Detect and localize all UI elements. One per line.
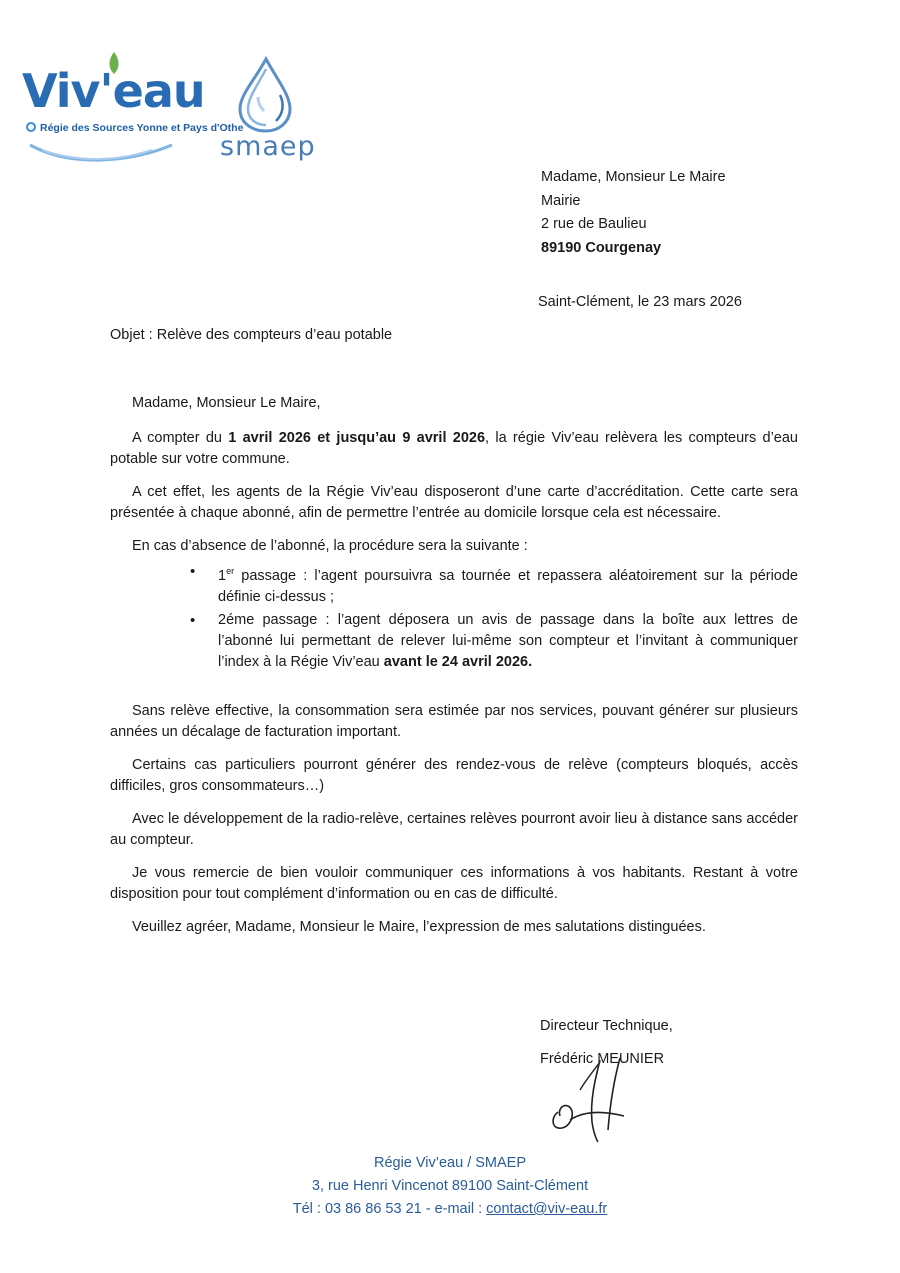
signer-title: Directeur Technique,: [540, 1018, 673, 1034]
paragraph-6: Avec le développement de la radio-relève, certaines relèves pourront avoir lieu à distance sans accéder au compteur.: [110, 810, 798, 848]
paragraph-3: En cas d’absence de l’abonné, la procédure sera la suivante :: [132, 538, 528, 554]
signer-name: Frédéric MEUNIER: [540, 1051, 665, 1067]
email-link[interactable]: contact@viv-eau.fr: [486, 1201, 608, 1217]
recipient-address: [541, 166, 726, 260]
letter-body: [110, 393, 798, 950]
recipient-line3: 2 rue de Baulieu: [541, 216, 647, 232]
smaep-logo: [218, 55, 316, 165]
paragraph-4: Sans relève effective, la consommation sera estimée par nos services, pouvant générer sur plusieurs années un décalage de facturation important.: [110, 702, 798, 740]
recipient-line2: Mairie: [541, 192, 581, 209]
paragraph-8: Veuillez agréer, Madame, Monsieur le Maire, l’expression de mes salutations distinguées.: [132, 918, 706, 935]
footer-line2: 3, rue Henri Vincenot 89100 Saint-Clément: [311, 1178, 589, 1194]
paragraph-2: A cet effet, les agents de la Régie Viv’eau disposeront d’une carte d’accréditation. Cette carte sera présentée à chaque abonné, afin de permettre l’entrée au domicile lorsque cela est nécessaire.: [110, 484, 798, 521]
recipient-line1: Madame, Monsieur Le Maire: [541, 169, 726, 185]
viveau-logo: [22, 50, 244, 162]
list-item: • 1er passage : l’agent poursuivra sa tournée et repassera aléatoirement sur la période définie ci-dessus ;: [218, 561, 798, 608]
water-drop-icon: [218, 55, 313, 135]
footer-line3: Tél : 03 86 86 53 21 - e-mail : contact@viv-eau.fr: [292, 1201, 608, 1217]
viveau-brand: Viv'eau: [22, 64, 205, 118]
recipient-line4: 89190 Courgenay: [541, 239, 662, 256]
letter-subject: Objet : Relève des compteurs d’eau potable: [110, 327, 393, 343]
letter-footer: [0, 1152, 900, 1221]
paragraph-1: A compter du 1 avril 2026 et jusqu’au 9 avril 2026, la régie Viv’eau relèvera les compteurs d’eau potable sur votre commune.: [110, 430, 798, 467]
footer-line1: Régie Viv’eau / SMAEP: [373, 1155, 527, 1171]
paragraph-5: Certains cas particuliers pourront générer des rendez-vous de relève (compteurs bloqués, accès difficiles, gros consommateurs…): [110, 756, 798, 794]
paragraph-7: Je vous remercie de bien vouloir communiquer ces informations à vos habitants. Restant à votre disposition pour tout complément d’information ou en cas de difficulté.: [110, 864, 798, 902]
procedure-list: [110, 561, 798, 673]
salutation: Madame, Monsieur Le Maire,: [132, 395, 321, 411]
smaep-name: smaep: [220, 131, 316, 162]
handwritten-signature: [540, 1050, 640, 1150]
viveau-tagline: Régie des Sources Yonne et Pays d'Othe: [26, 122, 243, 134]
letter-date: Saint-Clément, le 23 mars 2026: [538, 294, 742, 310]
list-item: • 2éme passage : l’agent déposera un avis de passage dans la boîte aux lettres de l’abonné lui permettant de relever lui-même son compteur et l’invitant à communiquer l’index à la Régie Viv’eau avant le 24 avril 2026.: [218, 610, 798, 673]
